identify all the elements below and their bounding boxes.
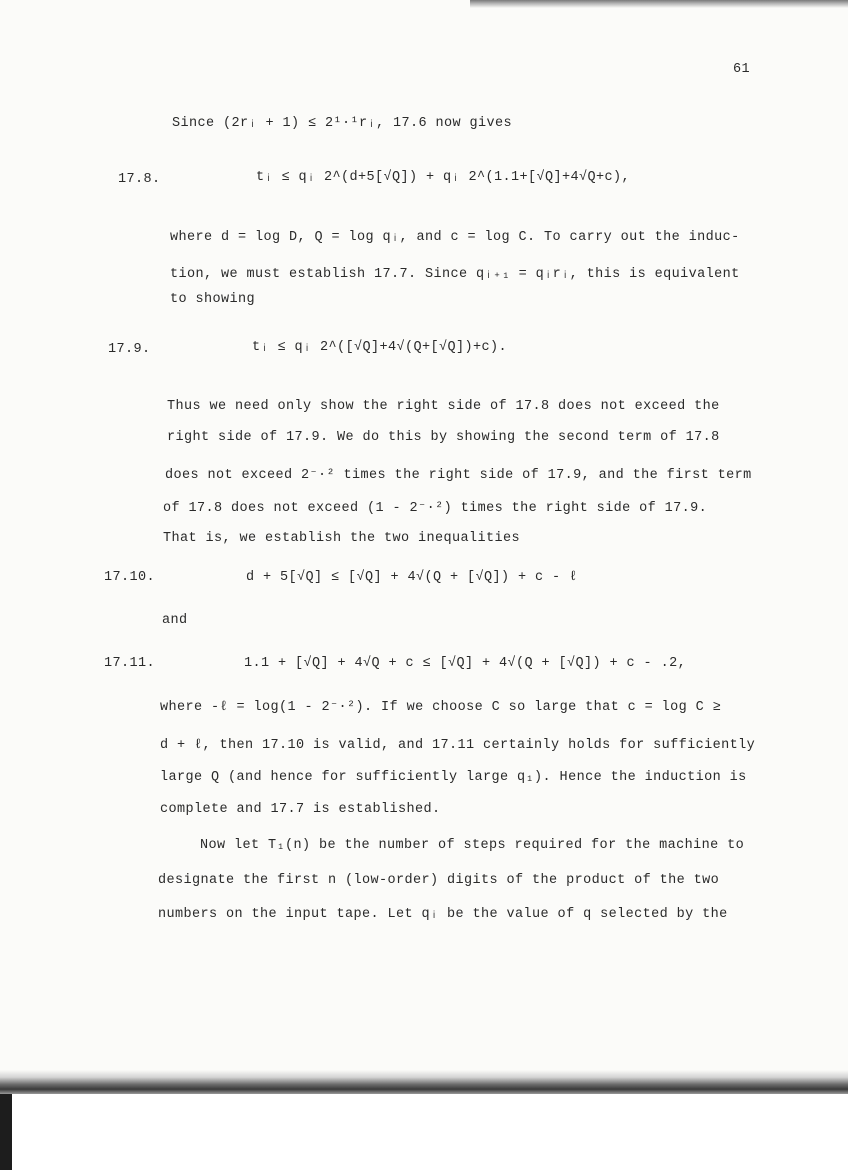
scan-background (12, 1094, 848, 1170)
equation-17-9: tᵢ ≤ qᵢ 2^([√Q]+4√(Q+[√Q])+c). (252, 340, 508, 355)
text-line: large Q (and hence for sufficiently large q₁). Hence the induction is (160, 770, 747, 785)
text-line: of 17.8 does not exceed (1 - 2⁻·²) times the right side of 17.9. (163, 501, 708, 516)
text-line: Now let T₁(n) be the number of steps required for the machine to (200, 838, 745, 853)
scan-edge-bottom (0, 1070, 848, 1094)
page-number: 61 (733, 62, 751, 77)
text-line: to showing (170, 292, 256, 307)
text-line: That is, we establish the two inequalities (163, 531, 521, 546)
text-line: complete and 17.7 is established. (160, 802, 441, 817)
text-line: d + ℓ, then 17.10 is valid, and 17.11 certainly holds for sufficiently (160, 738, 756, 753)
text-line: where d = log D, Q = log qᵢ, and c = log C. To carry out the induc- (170, 230, 740, 245)
text-line: tion, we must establish 17.7. Since qᵢ₊₁ = qᵢrᵢ, this is equivalent (170, 267, 740, 282)
text-line: designate the first n (low-order) digits of the product of the two (158, 873, 720, 888)
text-line: Thus we need only show the right side of 17.8 does not exceed the (167, 399, 720, 414)
text-line: numbers on the input tape. Let qᵢ be the value of q selected by the (158, 907, 728, 922)
equation-17-11: 1.1 + [√Q] + 4√Q + c ≤ [√Q] + 4√(Q + [√Q]) + c - .2, (244, 656, 687, 671)
equation-17-8: tᵢ ≤ qᵢ 2^(d+5[√Q]) + qᵢ 2^(1.1+[√Q]+4√Q+c), (256, 170, 631, 185)
text-line: Since (2rᵢ + 1) ≤ 2¹·¹rᵢ, 17.6 now gives (172, 116, 513, 131)
equation-label: 17.8. (118, 172, 161, 187)
text-line: does not exceed 2⁻·² times the right side of 17.9, and the first term (165, 468, 752, 483)
scan-edge-left (0, 1094, 12, 1170)
text-line: where -ℓ = log(1 - 2⁻·²). If we choose C so large that c = log C ≥ (160, 700, 722, 715)
equation-label: 17.10. (104, 570, 156, 585)
text-line: right side of 17.9. We do this by showing the second term of 17.8 (167, 430, 720, 445)
equation-label: 17.9. (108, 342, 151, 357)
text-line: and (162, 613, 188, 628)
equation-label: 17.11. (104, 656, 156, 671)
equation-17-10: d + 5[√Q] ≤ [√Q] + 4√(Q + [√Q]) + c - ℓ (246, 570, 578, 585)
scan-edge-top (470, 0, 848, 8)
